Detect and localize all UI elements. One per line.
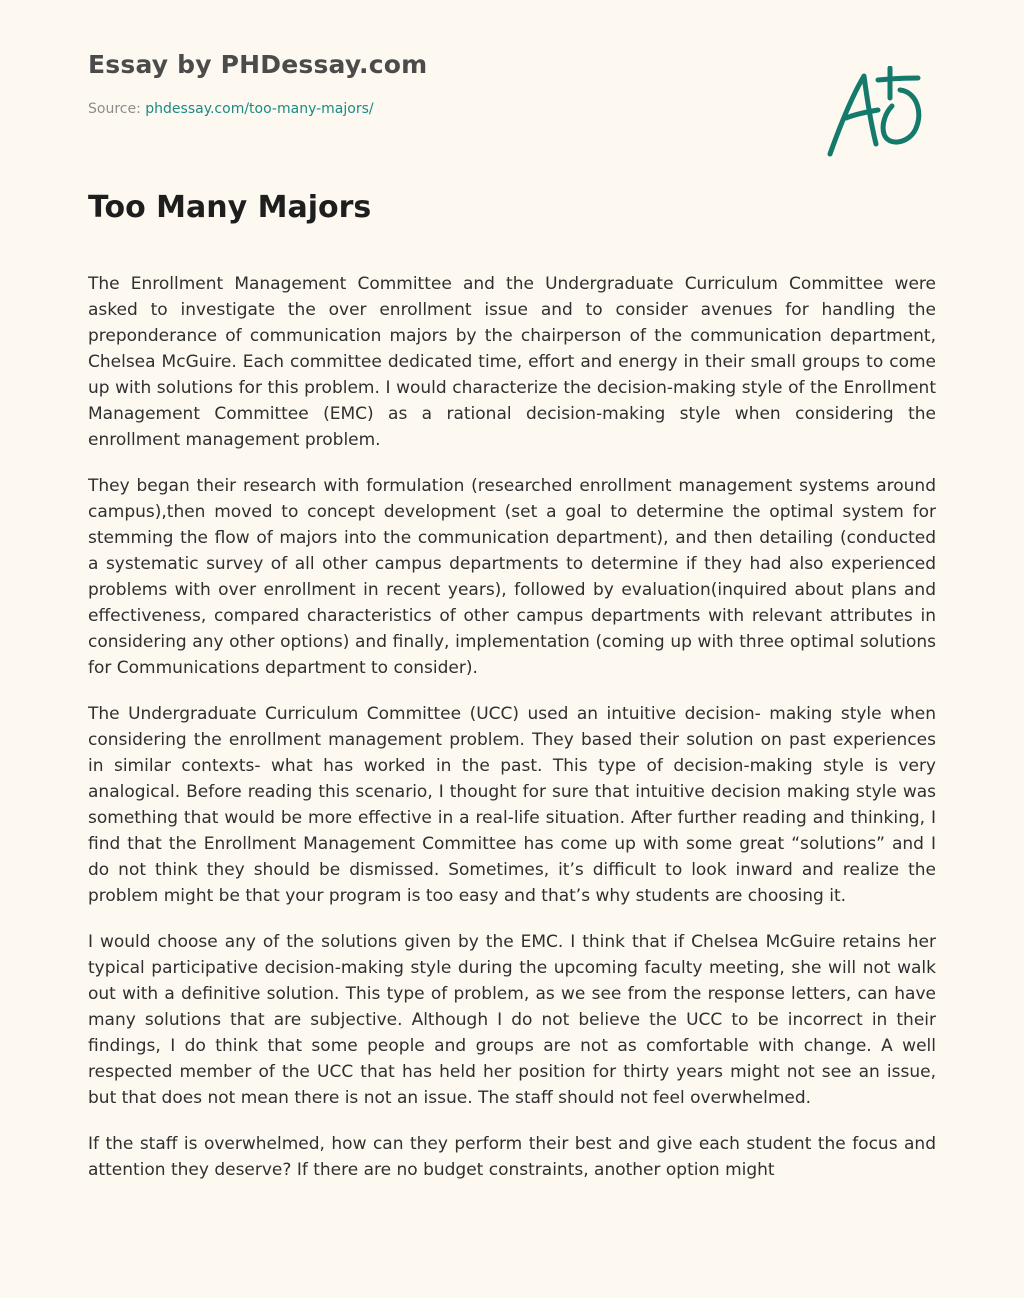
paragraph: The Undergraduate Curriculum Committee (UCC) used an intuitive decision- making style when considering the enrollment management problem. They based their solution on past experiences in similar contexts- what has worked in the past. This type of decision-making style is very analogical. Before reading this scenario, I thought for sure that intuitive decision making style was something that would be more effective in a real-life situation. After further reading and thinking, I find that the Enrollment Management Committee has come up with some great “solutions” and I do not think they should be dismissed. Sometimes, it’s difficult to look inward and realize the problem might be that your program is too easy and that’s why students are choosing it. (88, 704, 936, 906)
source-line (88, 101, 374, 117)
paragraph: I would choose any of the solutions given by the EMC. I think that if Chelsea McGuire retains her typical participative decision-making style during the upcoming faculty meeting, she will not walk out with a definitive solution. This type of problem, as we see from the response letters, can have many solutions that are subjective. Although I do not believe the UCC to be incorrect in their findings, I do think that some people and groups are not as comfortable with change. A well respected member of the UCC that has held her position for thirty years might not see an issue, but that does not mean there is not an issue. The staff should not feel overwhelmed. (88, 932, 936, 1108)
paragraph: If the staff is overwhelmed, how can they perform their best and give each student the focus and attention they deserve? If there are no budget constraints, another option might (88, 1134, 936, 1180)
paragraph: They began their research with formulation (researched enrollment management systems around campus),then moved to concept development (set a goal to determine the optimal system for stemming the flow of majors into the communication department), and then detailing (conducted a systematic survey of all other campus departments to determine if they had also experienced problems with over enrollment in recent years), followed by evaluation(inquired about plans and effectiveness, compared characteristics of other campus departments with relevant attributes in considering any other options) and finally, implementation (coming up with three optimal solutions for Communications department to consider). (88, 476, 936, 678)
essay-body (88, 271, 936, 1251)
paragraph: The Enrollment Management Committee and the Undergraduate Curriculum Committee were asked to investigate the over enrollment issue and to consider avenues for handling the preponderance of communication majors by the chairperson of the communication department, Chelsea McGuire. Each committee dedicated time, effort and energy in their small groups to come up with solutions for this problem. I would characterize the decision-making style of the Enrollment Management Committee (EMC) as a rational decision-making style when considering the enrollment management problem. (88, 274, 936, 450)
site-brand: Essay by PHDessay.com (88, 50, 428, 79)
source-link[interactable]: phdessay.com/too-many-majors/ (145, 101, 374, 117)
page-title: Too Many Majors (88, 190, 372, 225)
source-label: Source: (88, 101, 146, 117)
a-plus-grade-icon (826, 66, 926, 162)
